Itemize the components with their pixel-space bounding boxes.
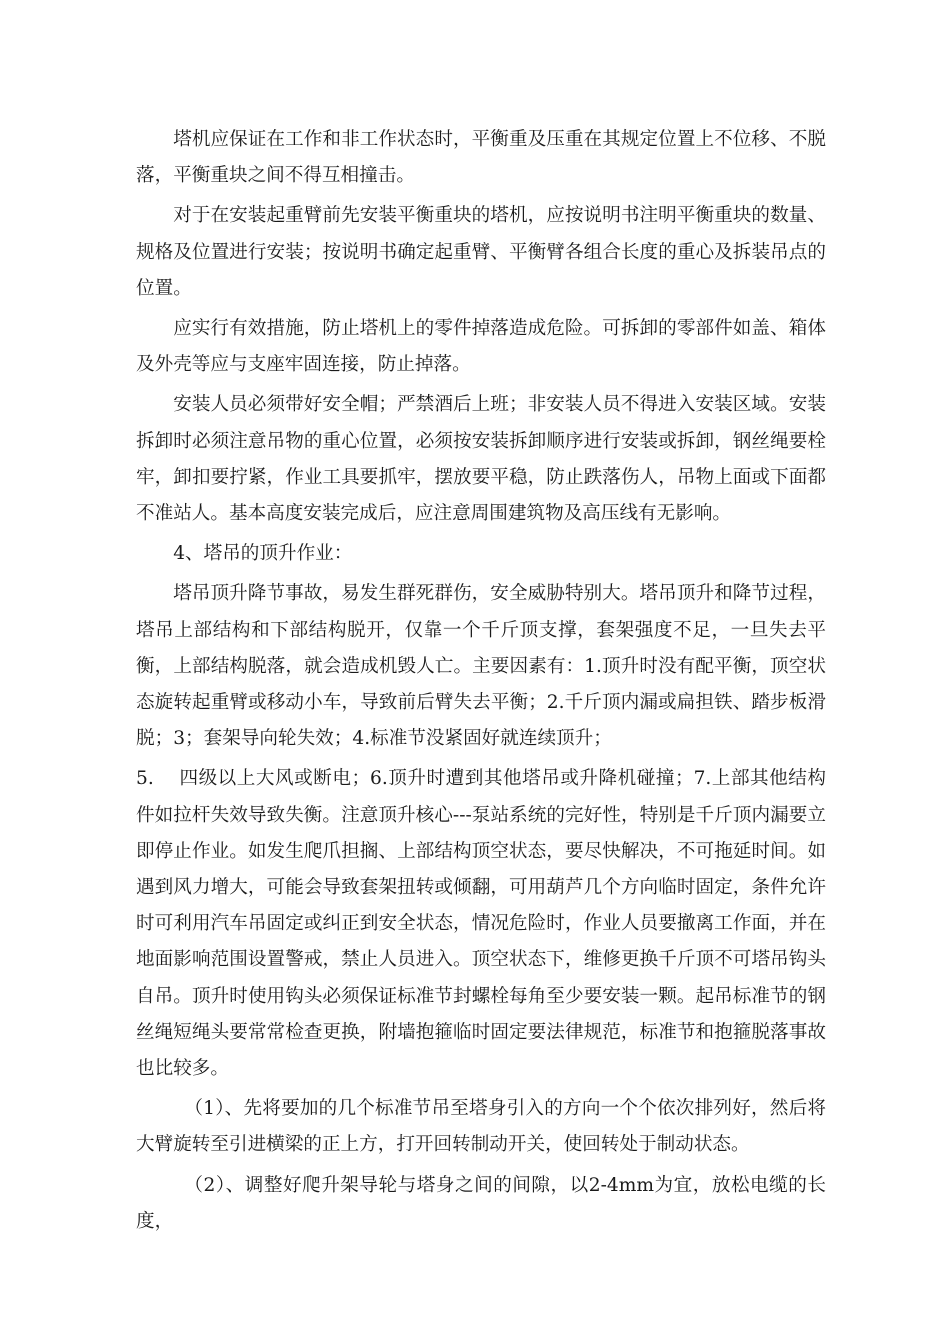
paragraph-jacking-accidents: 塔吊顶升降节事故，易发生群死群伤，安全威胁特别大。塔吊顶升和降节过程，塔吊上部结构和下部结构脱开，仅靠一个千斤顶支撑，套架强度不足，一旦失去平衡，上部结构脱落，就会造成机毁人亡。主要因素有：1.顶升时没有配平衡，顶空状态旋转起重臂或移动小车，导致前后臂失去平衡；2.千斤顶内漏或扁担铁、踏步板滑脱；3；套架导向轮失效；4.标准节没紧固好就连续顶升；	[136, 583, 826, 750]
paragraph-parts-fastening: 应实行有效措施，防止塔机上的零件掉落造成危险。可拆卸的零部件如盖、箱体及外壳等应与支座牢固连接，防止掉落。	[136, 318, 826, 376]
document-body	[136, 122, 826, 1244]
paragraph-installer-safety: 安装人员必须带好安全帽；严禁酒后上班；非安装人员不得进入安装区域。安装拆卸时必须注意吊物的重心位置，必须按安装拆卸顺序进行安装或拆卸，钢丝绳要栓牢，卸扣要拧紧，作业工具要抓牢，摆放要平稳，防止跌落伤人，吊物上面或下面都不准站人。基本高度安装完成后，应注意周围建筑物及高压线有无影响。	[136, 394, 826, 525]
paragraph-jacking-factors-continued: 5. 四级以上大风或断电；6.顶升时遭到其他塔吊或升降机碰撞；7.上部其他结构件如拉杆失效导致失衡。注意顶升核心---泵站系统的完好性，特别是千斤顶内漏要立即停止作业。如发生爬爪担搁、上部结构顶空状态，要尽快解决，不可拖延时间。如遇到风力增大，可能会导致套架扭转或倾翻，可用葫芦几个方向临时固定，条件允许时可利用汽车吊固定或纠正到安全状态，情况危险时，作业人员要撤离工作面，并在地面影响范围设置警戒，禁止人员进入。顶空状态下，维修更换千斤顶不可塔吊钩头自吊。顶升时使用钩头必须保证标准节封螺栓每角至少要安装一颗。起吊标准节的钢丝绳短绳头要常常检查更换，附墙抱箍临时固定要法律规范，标准节和抱箍脱落事故也比较多。	[136, 768, 826, 1080]
list-item-step-1: （1）、先将要加的几个标准节吊至塔身引入的方向一个个依次排列好，然后将大臂旋转至引进横梁的正上方，打开回转制动开关，使回转处于制动状态。	[136, 1098, 826, 1156]
paragraph-counterweight-position: 塔机应保证在工作和非工作状态时，平衡重及压重在其规定位置上不位移、不脱落，平衡重块之间不得互相撞击。	[136, 129, 826, 187]
list-item-step-2: （2）、调整好爬升架导轮与塔身之间的间隙，以2-4mm为宜，放松电缆的长度，	[136, 1174, 826, 1232]
paragraph-counterweight-installation: 对于在安装起重臂前先安装平衡重块的塔机，应按说明书注明平衡重块的数量、规格及位置进行安装；按说明书确定起重臂、平衡臂各组合长度的重心及拆装吊点的位置。	[136, 205, 826, 299]
section-heading-jacking: 4、塔吊的顶升作业：	[173, 543, 353, 565]
